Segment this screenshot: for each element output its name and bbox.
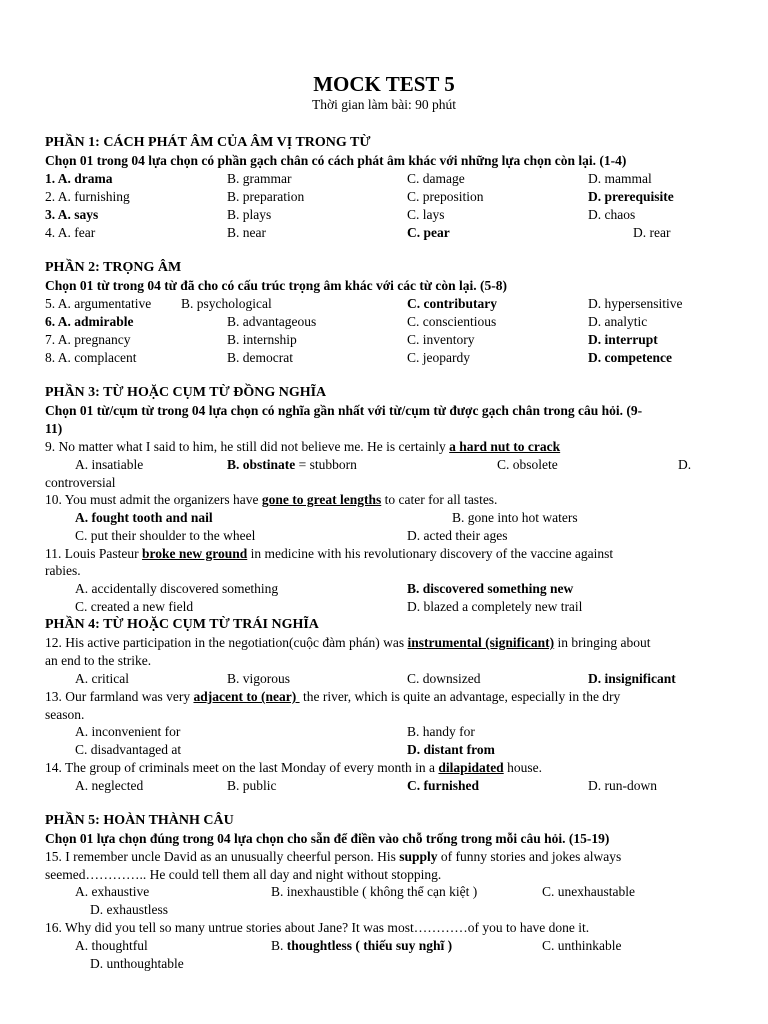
q9-target-phrase: a hard nut to crack: [449, 439, 561, 454]
q9-option-b-text: B. obstinate: [227, 457, 296, 472]
q2-option-c: C. preposition: [407, 189, 484, 204]
q7-option-c: C. inventory: [407, 332, 475, 347]
q15-text: 15. I remember uncle David as an unusually cheerful person. His: [45, 849, 400, 864]
q11-target-phrase: broke new ground: [142, 546, 248, 561]
q9-text: 9. No matter what I said to him, he still did not believe me. He is certainly: [45, 439, 450, 454]
q5-option-c: C. contributary: [407, 296, 497, 311]
q12-stem: [45, 634, 651, 651]
q9-option-d-text: controversial: [45, 475, 116, 490]
q13-stem-cont: season.: [45, 707, 85, 722]
q10-target-phrase: gone to great lengths: [261, 492, 382, 507]
q11-option-a: A. accidentally discovered something: [75, 581, 279, 596]
q8-option-a: 8. A. complacent: [45, 350, 137, 365]
q16-stem: 16. Why did you tell so many untrue stories about Jane? It was most…………of you to have done it.: [45, 920, 590, 935]
q15-stem-cont: seemed………….. He could tell them all day and night without stopping.: [45, 867, 442, 882]
q14-option-c: C. furnished: [407, 778, 480, 793]
q10-stem: [45, 491, 497, 508]
q16-option-b-text: thoughtless ( thiếu suy nghĩ ): [286, 938, 453, 953]
q16-option-b-label: B.: [271, 938, 287, 953]
q11-option-c: C. created a new field: [75, 599, 194, 614]
q10-option-a: A. fought tooth and nail: [75, 510, 213, 525]
q1-option-a: 1. A. drama: [45, 171, 113, 186]
q10-option-d: D. acted their ages: [407, 528, 508, 543]
q6-option-c: C. conscientious: [407, 314, 497, 329]
section-4-heading: PHẦN 4: TỪ HOẶC CỤM TỪ TRÁI NGHĨA: [45, 617, 319, 632]
q15-option-b: B. inexhaustible ( không thể cạn kiệt ): [271, 884, 478, 899]
section-2-instructions: Chọn 01 từ trong 04 từ đã cho có cấu trúc trọng âm khác với các từ còn lại. (5-8): [45, 278, 507, 293]
q15-option-c: C. unexhaustable: [542, 884, 635, 899]
q11-text-end: in medicine with his revolutionary discovery of the vaccine against: [247, 546, 614, 561]
q1-option-d: D. mammal: [588, 171, 652, 186]
q2-option-d: D. prerequisite: [588, 189, 674, 204]
q3-option-c: C. lays: [407, 207, 445, 222]
q9-option-a: A. insatiable: [75, 457, 144, 472]
q13-option-c: C. disadvantaged at: [75, 742, 182, 757]
q14-option-b: B. public: [227, 778, 277, 793]
q13-stem: [45, 688, 620, 705]
q6-option-b: B. advantageous: [227, 314, 317, 329]
q6-option-a: 6. A. admirable: [45, 314, 134, 329]
q3-option-a: 3. A. says: [45, 207, 99, 222]
q14-text-end: house.: [503, 760, 542, 775]
q9-option-b: [227, 456, 357, 473]
q15-text-end: of funny stories and jokes always: [437, 849, 622, 864]
section-3-heading: PHẦN 3: TỪ HOẶC CỤM TỪ ĐỒNG NGHĨA: [45, 385, 327, 400]
q12-option-a: A. critical: [75, 671, 129, 686]
q12-option-d: D. insignificant: [588, 671, 676, 686]
q9-stem: [45, 438, 560, 455]
q12-option-b: B. vigorous: [227, 671, 291, 686]
q14-target-phrase: dilapidated: [438, 760, 504, 775]
q10-text-end: to cater for all tastes.: [381, 492, 498, 507]
q5-option-b: B. psychological: [181, 296, 272, 311]
q14-text: 14. The group of criminals meet on the last Monday of every month in a: [45, 760, 439, 775]
q8-option-c: C. jeopardy: [407, 350, 470, 365]
section-1-instructions: Chọn 01 trong 04 lựa chọn có phần gạch chân có cách phát âm khác với những lựa chọn còn lại. (1-4): [45, 153, 627, 168]
section-3-instructions-cont: 11): [45, 421, 63, 436]
q12-stem-cont: an end to the strike.: [45, 653, 152, 668]
q13-option-a: A. inconvenient for: [75, 724, 181, 739]
q3-option-d: D. chaos: [588, 207, 636, 222]
q4-option-b: B. near: [227, 225, 266, 240]
q13-option-d: D. distant from: [407, 742, 495, 757]
q3-option-b: B. plays: [227, 207, 272, 222]
q7-option-a: 7. A. pregnancy: [45, 332, 131, 347]
q12-option-c: C. downsized: [407, 671, 481, 686]
q10-text: 10. You must admit the organizers have: [45, 492, 262, 507]
q9-option-b-note: = stubborn: [295, 457, 357, 472]
q9-option-c: C. obsolete: [497, 457, 558, 472]
section-1-heading: PHẦN 1: CÁCH PHÁT ÂM CỦA ÂM VỊ TRONG TỪ: [45, 135, 371, 150]
q11-text: 11. Louis Pasteur: [45, 546, 142, 561]
q14-option-d: D. run-down: [588, 778, 657, 793]
q9-option-d-label: D.: [678, 457, 692, 472]
q16-option-c: C. unthinkable: [542, 938, 622, 953]
q15-option-a: A. exhaustive: [75, 884, 150, 899]
q14-stem: [45, 759, 542, 776]
q13-text: 13. Our farmland was very: [45, 689, 194, 704]
page-title: MOCK TEST 5: [313, 72, 455, 96]
q14-option-a: A. neglected: [75, 778, 144, 793]
section-2-heading: PHẦN 2: TRỌNG ÂM: [45, 260, 182, 275]
q12-target-phrase: instrumental (significant): [407, 635, 555, 650]
q1-option-c: C. damage: [407, 171, 465, 186]
q15-option-d: D. exhaustless: [90, 902, 168, 917]
q1-option-b: B. grammar: [227, 171, 292, 186]
q10-option-b: B. gone into hot waters: [452, 510, 578, 525]
q11-stem-cont: rabies.: [45, 563, 81, 578]
q4-option-a: 4. A. fear: [45, 225, 96, 240]
q8-option-b: B. democrat: [227, 350, 293, 365]
q13-option-b: B. handy for: [407, 724, 475, 739]
q7-option-b: B. internship: [227, 332, 297, 347]
q15-key-word: supply: [399, 849, 438, 864]
q13-text-end: the river, which is quite an advantage, especially in the dry: [299, 689, 621, 704]
section-3-instructions: Chọn 01 từ/cụm từ trong 04 lựa chọn có nghĩa gần nhất với từ/cụm từ được gạch chân trong câu hỏi. (9-: [45, 403, 643, 418]
q4-option-c: C. pear: [407, 225, 450, 240]
q13-target-phrase: adjacent to (near): [193, 689, 300, 704]
time-allowed: Thời gian làm bài: 90 phút: [312, 97, 456, 112]
q12-text: 12. His active participation in the negotiation(cuộc đàm phán) was: [45, 635, 408, 650]
q8-option-d: D. competence: [588, 350, 672, 365]
q2-option-a: 2. A. furnishing: [45, 189, 130, 204]
section-5-instructions: Chọn 01 lựa chọn đúng trong 04 lựa chọn cho sẵn để điền vào chỗ trống trong mỗi câu hỏi. (15-19): [45, 831, 610, 846]
section-5-heading: PHẦN 5: HOÀN THÀNH CÂU: [45, 813, 234, 828]
q5-option-d: D. hypersensitive: [588, 296, 683, 311]
q6-option-d: D. analytic: [588, 314, 648, 329]
q5-option-a: 5. A. argumentative: [45, 296, 152, 311]
q16-option-d: D. unthoughtable: [90, 956, 184, 971]
q12-text-end: in bringing about: [554, 635, 651, 650]
q16-option-b: [271, 937, 452, 954]
q10-option-c: C. put their shoulder to the wheel: [75, 528, 256, 543]
q11-option-d: D. blazed a completely new trail: [407, 599, 583, 614]
q15-stem: [45, 848, 621, 865]
q7-option-d: D. interrupt: [588, 332, 658, 347]
q16-option-a: A. thoughtful: [75, 938, 148, 953]
q2-option-b: B. preparation: [227, 189, 305, 204]
q4-option-d: D. rear: [633, 225, 671, 240]
q11-stem: [45, 545, 613, 562]
q11-option-b: B. discovered something new: [407, 581, 574, 596]
